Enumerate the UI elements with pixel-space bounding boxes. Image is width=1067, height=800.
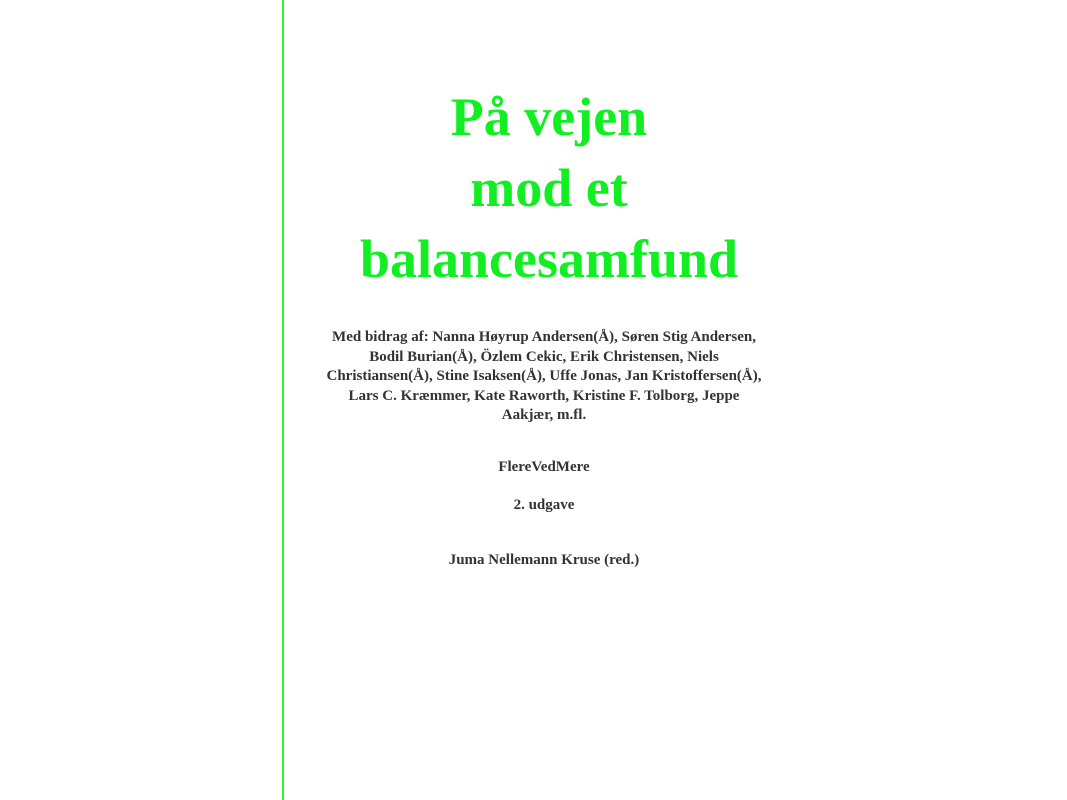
editor-name: Juma Nellemann Kruse (red.) [448,552,640,568]
book-title [284,82,814,295]
title-line-3: balancesamfund [359,229,739,289]
title-line-1: På vejen [450,87,648,147]
title-line-2: mod et [470,158,628,218]
cover [284,0,784,800]
contributors-text: Med bidrag af: Nanna Høyrup Andersen(Å), Søren Stig Andersen, Bodil Burian(Å), Özlem Cekic, Erik Christensen, Niels Christiansen(Å), Stine Isaksen(Å), Uffe Jonas, Jan Kristoffersen(Å), Lars C. Kræmmer, Kate Raworth, Kristine F. Tolborg, Jeppe Aakjær, m.fl. [326,329,762,423]
publisher-name: FlereVedMere [498,459,590,475]
edition-label: 2. udgave [513,497,575,513]
